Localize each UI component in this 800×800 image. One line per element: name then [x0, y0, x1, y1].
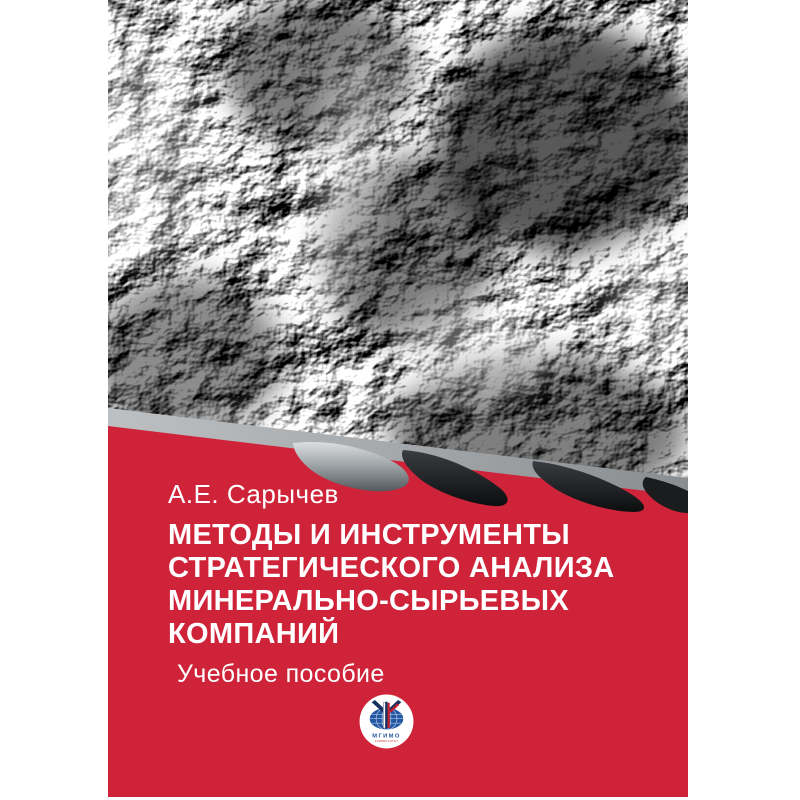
- logo-subtext: УНИВЕРСИТЕТ: [374, 739, 399, 743]
- title-line-1: МЕТОДЫ И ИНСТРУМЕНТЫ: [168, 519, 570, 551]
- title-line-2: СТРАТЕГИЧЕСКОГО АНАЛИЗА: [168, 552, 615, 584]
- book-cover: [108, 0, 688, 797]
- subtitle: Учебное пособие: [177, 660, 385, 688]
- title-line-3: МИНЕРАЛЬНО-СЫРЬЕВЫХ: [168, 585, 569, 617]
- logo-name-text: МГИМО: [372, 733, 401, 740]
- title-line-4: КОМПАНИЙ: [168, 618, 340, 650]
- author-name: А.Е. Сарычев: [168, 479, 339, 509]
- mgimo-logo: [359, 694, 414, 749]
- book-title: [168, 519, 615, 651]
